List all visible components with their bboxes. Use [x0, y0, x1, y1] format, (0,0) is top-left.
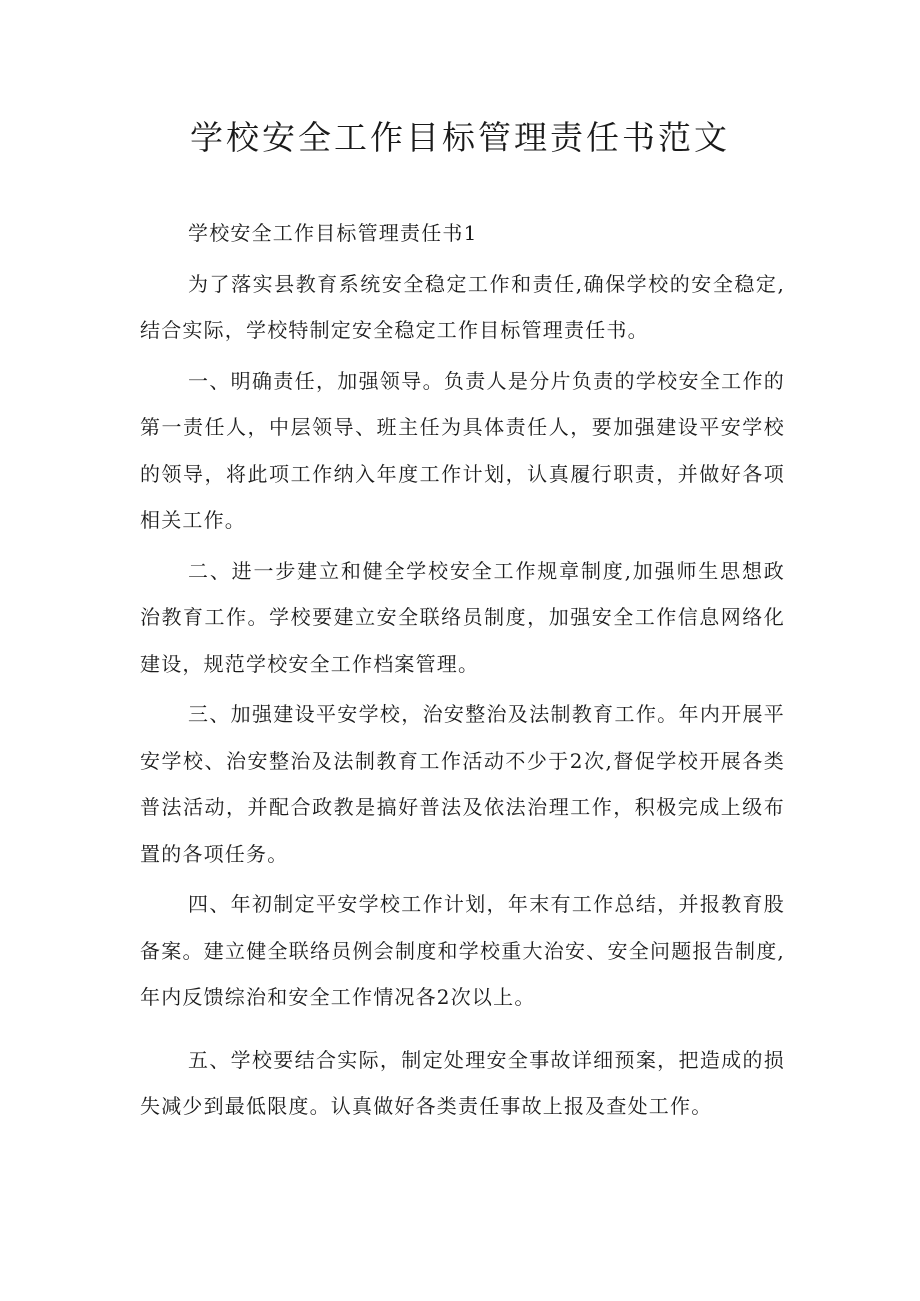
paragraph-item-1: 一、明确责任，加强领导。负责人是分片负责的学校安全工作的第一责任人，中层领导、班主任为具体责任人，要加强建设平安学校的领导，将此项工作纳入年度工作计划，认真履行职责，并做好各项相关工作。 [140, 368, 785, 532]
document-title: 学校安全工作目标管理责任书范文 [190, 118, 730, 157]
section-heading: 学校安全工作目标管理责任书1 [188, 221, 478, 245]
document-body [140, 210, 785, 1134]
paragraph-item-5: 五、学校要结合实际，制定处理安全事故详细预案，把造成的损失减少到最低限度。认真做好各类责任事故上报及查处工作。 [140, 1047, 785, 1118]
paragraph-item-4: 四、年初制定平安学校工作计划，年末有工作总结，并报教育股备案。建立健全联络员例会制度和学校重大治安、安全问题报告制度,年内反馈综治和安全工作情况各2次以上。 [140, 892, 785, 1009]
paragraph-item-2: 二、进一步建立和健全学校安全工作规章制度,加强师生思想政治教育工作。学校要建立安全联络员制度，加强安全工作信息网络化建设，规范学校安全工作档案管理。 [140, 558, 785, 676]
paragraph-item-3: 三、加强建设平安学校，治安整治及法制教育工作。年内开展平安学校、治安整治及法制教育工作活动不少于2次,督促学校开展各类普法活动，并配合政教是搞好普法及依法治理工作，积极完成上级布置的各项任务。 [140, 702, 785, 866]
paragraph-intro: 为了落实县教育系统安全稳定工作和责任,确保学校的安全稳定,结合实际，学校特制定安全稳定工作目标管理责任书。 [140, 271, 785, 342]
